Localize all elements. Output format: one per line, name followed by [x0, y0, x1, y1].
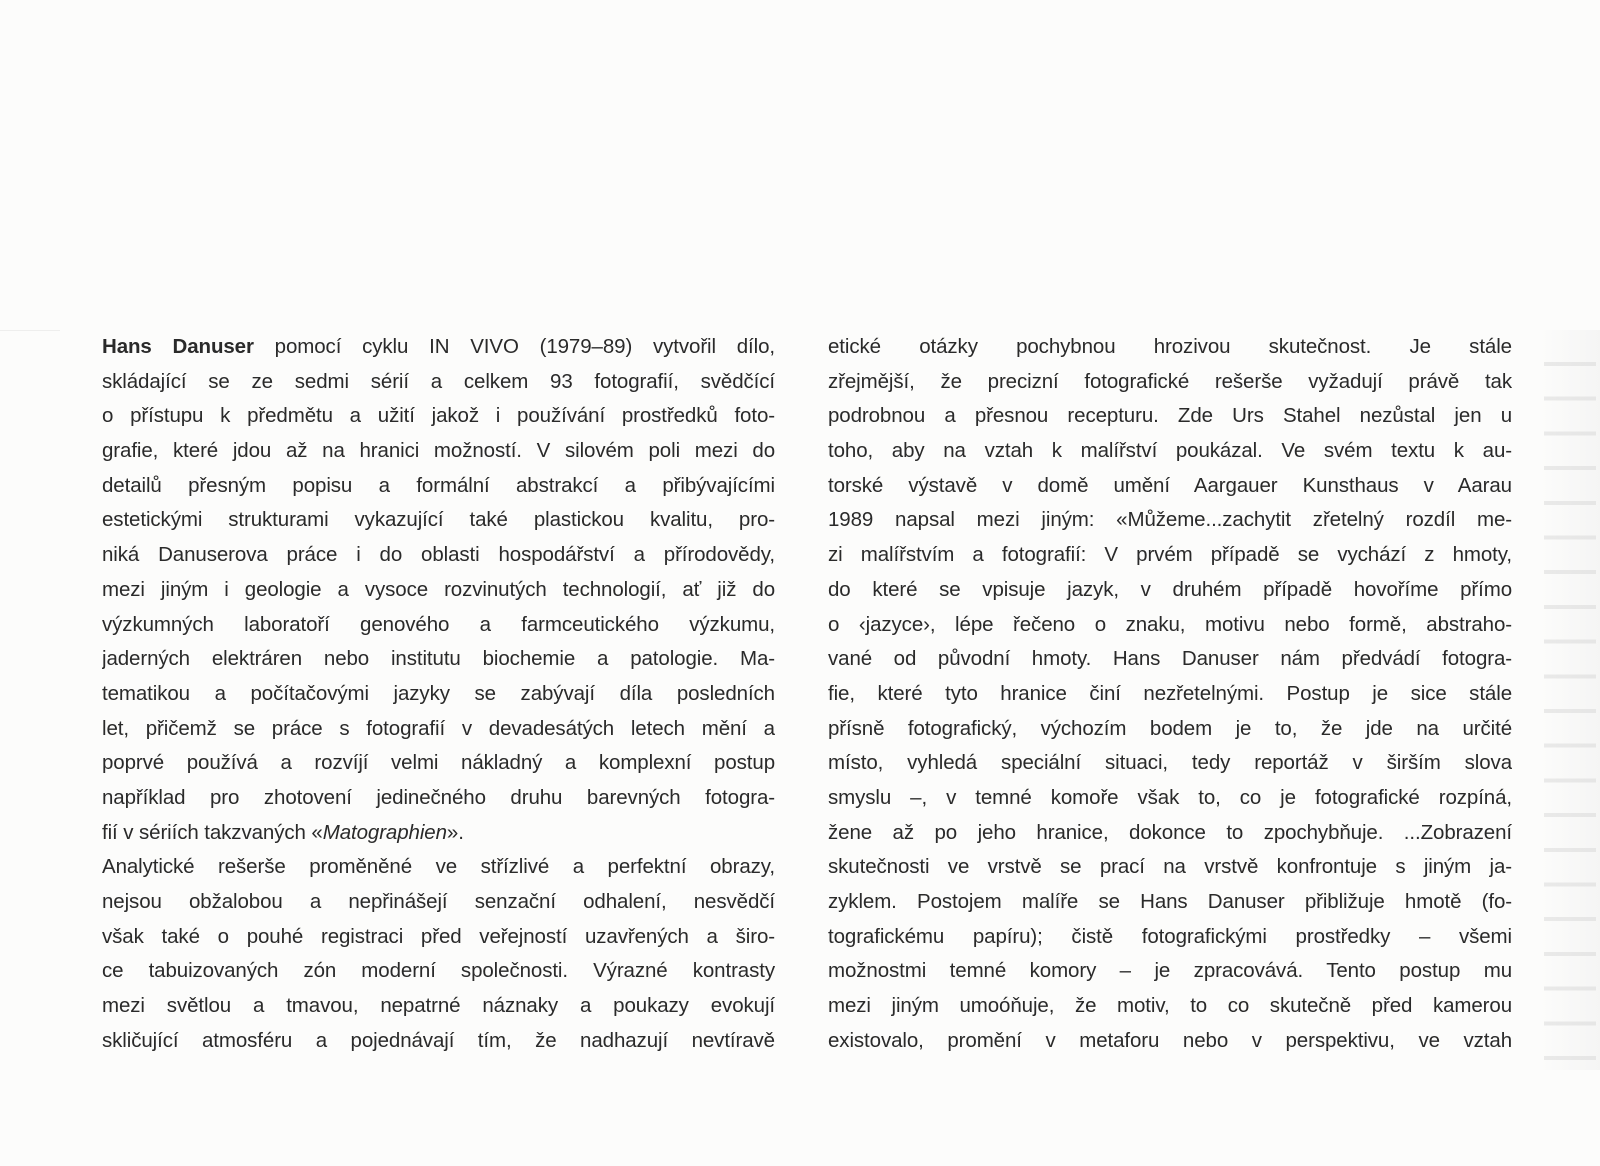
text-line: výzkumných laboratoří genového a farmceutického výzkumu,	[102, 612, 775, 636]
text-line: toho, aby na vztah k malířství poukázal. Ve svém textu k au-	[828, 439, 1512, 463]
text-line: přísně fotografický, výchozím bodem je to, že jde na určité	[828, 716, 1512, 740]
right-text-column	[828, 330, 1512, 1058]
text-line: o přístupu k předmětu a užití jakož i používání prostředků foto-	[102, 404, 775, 428]
text-line: ce tabuizovaných zón moderní společnosti. Výrazné kontrasty	[102, 959, 775, 983]
text-line: skličující atmosféru a pojednávají tím, že nadhazují nevtíravě	[102, 1028, 775, 1052]
text-line: Hans Danuser pomocí cyklu IN VIVO (1979–89) vytvořil dílo,	[102, 335, 775, 358]
text-line: o ‹jazyce›, lépe řečeno o znaku, motivu nebo formě, abstraho-	[828, 612, 1512, 636]
text-line: Analytické rešerše proměněné ve střízlivé a perfektní obrazy,	[102, 855, 775, 879]
text-line: poprvé používá a rozvíjí velmi nákladný a komplexní postup	[102, 751, 775, 775]
text-line: zi malířstvím a fotografií: V prvém případě se vychází z hmoty,	[828, 543, 1512, 567]
text-line: etické otázky pochybnou hrozivou skutečnost. Je stále	[828, 335, 1512, 358]
text-line: mezi jiným i geologie a vysoce rozvinutých technologií, ať již do	[102, 577, 775, 601]
text-line: niká Danuserova práce i do oblasti hospodářství a přírodovědy,	[102, 543, 775, 567]
text-line: podrobnou a přesnou recepturu. Zde Urs Stahel nezůstal jen u	[828, 404, 1512, 428]
text-line: detailů přesným popisu a formální abstrakcí a přibývajícími	[102, 473, 775, 497]
text-line: tografickému papíru); čistě fotografickými prostředky – všemi	[828, 924, 1512, 948]
author-name: Hans Danuser	[102, 335, 254, 358]
text-line: skládající se ze sedmi sérií a celkem 93 fotografií, svědčící	[102, 369, 775, 393]
text-line: existovalo, promění v metaforu nebo v perspektivu, ve vztah	[828, 1028, 1512, 1052]
text-line: skutečnosti ve vrstvě se prací na vrstvě konfrontuje s jiným ja-	[828, 855, 1512, 879]
text-line: nejsou obžalobou a nepřinášejí senzační odhalení, nesvědčí	[102, 890, 775, 913]
text-line: mezi světlou a tmavou, nepatrné náznaky a poukazy evokují	[102, 994, 775, 1018]
text-line: mezi jiným umoóňuje, že motiv, to co skutečně před kamerou	[828, 994, 1512, 1018]
text-line: grafie, které jdou až na hranici možností. V silovém poli mezi do	[102, 439, 775, 463]
adjacent-page-edge-left	[0, 330, 60, 371]
text-line: estetickými strukturami vykazující také plastickou kvalitu, pro-	[102, 508, 775, 532]
text-line: torské výstavě v domě umění Aargauer Kunsthaus v Aarau	[828, 473, 1512, 497]
text-line: fií v sériích takzvaných «Matographien».	[102, 820, 464, 844]
series-title: Matographien	[322, 820, 447, 844]
text-line: vané od původní hmoty. Hans Danuser nám předvádí fotogra-	[828, 647, 1512, 671]
text-line: tematikou a počítačovými jazyky se zabývají díla posledních	[102, 681, 775, 705]
text-line: možnostmi temné komory – je zpracovává. Tento postup mu	[828, 959, 1512, 983]
text-line: místo, vyhledá speciální situaci, tedy reportáž v širším slova	[828, 751, 1512, 775]
text-line: let, přičemž se práce s fotografií v devadesátých letech mění a	[102, 716, 775, 740]
text-line: 1989 napsal mezi jiným: «Můžeme...zachytit zřetelný rozdíl me-	[828, 508, 1512, 532]
left-text-column	[102, 330, 775, 1058]
text-line: však také o pouhé registraci před veřejností uzavřených a širo-	[102, 924, 775, 948]
text-line: zyklem. Postojem malíře se Hans Danuser přibližuje hmotě (fo-	[828, 890, 1512, 913]
text-line: fie, které tyto hranice činí nezřetelnými. Postup je sice stále	[828, 681, 1512, 705]
text-line: například pro zhotovení jedinečného druhu barevných fotogra-	[102, 785, 775, 809]
text-line: zřejmější, že precizní fotografické rešerše vyžadují právě tak	[828, 369, 1512, 393]
text-line: jaderných elektráren nebo institutu biochemie a patologie. Ma-	[102, 647, 775, 671]
text-line: žene až po jeho hranice, dokonce to zpochybňuje. ...Zobrazení	[828, 820, 1512, 844]
text-line: smyslu –, v temné komoře však to, co je fotografické rozpíná,	[828, 785, 1512, 809]
show-through-text	[1544, 340, 1596, 1060]
text-line: do které se vpisuje jazyk, v druhém případě hovoříme přímo	[828, 577, 1512, 601]
